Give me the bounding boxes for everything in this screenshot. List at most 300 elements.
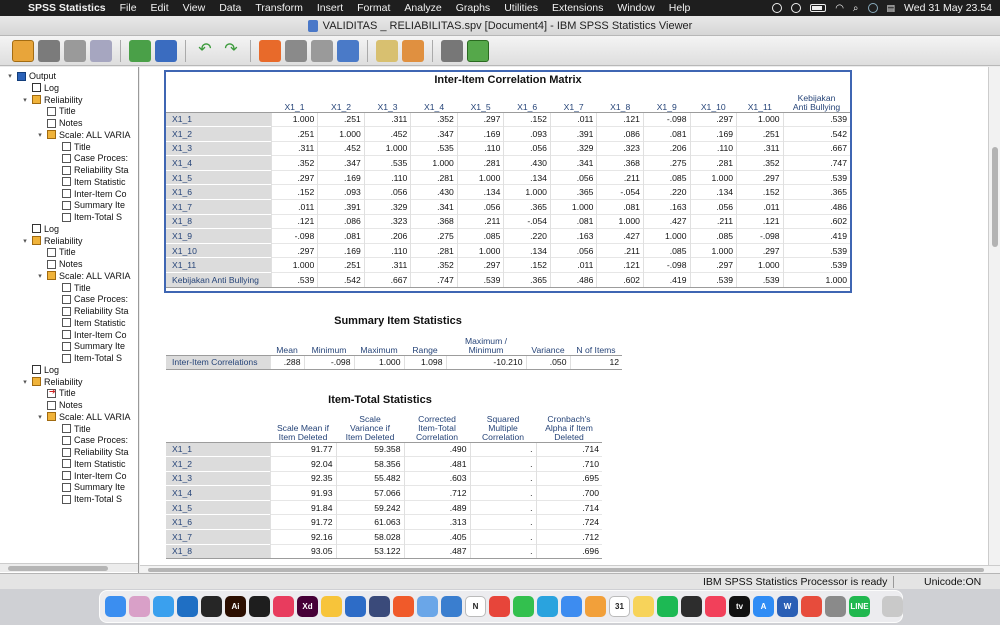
table-cell[interactable]: .211 xyxy=(690,214,737,229)
table-cell[interactable]: .391 xyxy=(318,200,365,215)
disclosure-icon[interactable]: ▾ xyxy=(23,378,27,386)
table-cell[interactable]: .110 xyxy=(690,141,737,156)
table-cell[interactable]: .134 xyxy=(504,243,551,258)
table-cell[interactable]: .747 xyxy=(783,156,850,171)
navigator-item-reliability[interactable] xyxy=(21,376,83,388)
table-cell[interactable]: 1.000 xyxy=(504,185,551,200)
navigator-item-title[interactable] xyxy=(51,282,91,294)
menu-data[interactable]: Data xyxy=(219,2,242,14)
adobe-xd-icon[interactable] xyxy=(297,596,318,617)
table-cell[interactable]: .724 xyxy=(536,515,602,530)
table-cell[interactable]: .011 xyxy=(737,200,784,215)
creative-cloud-icon[interactable] xyxy=(273,596,294,617)
content-horizontal-scrollbar[interactable] xyxy=(140,565,1000,573)
table-cell[interactable]: .281 xyxy=(411,170,458,185)
table-cell[interactable]: 92.16 xyxy=(270,530,336,545)
table-cell[interactable]: .329 xyxy=(364,200,411,215)
finder-icon[interactable] xyxy=(105,596,126,617)
table-cell[interactable]: .093 xyxy=(318,185,365,200)
menu-help[interactable]: Help xyxy=(668,2,691,14)
table-cell[interactable]: .011 xyxy=(550,258,597,273)
figma-icon[interactable] xyxy=(249,596,270,617)
table-cell[interactable]: . xyxy=(470,515,536,530)
table-cell[interactable]: 1.000 xyxy=(271,112,318,127)
table-cell[interactable]: .169 xyxy=(318,170,365,185)
table-cell[interactable]: .714 xyxy=(536,442,602,457)
table-cell[interactable]: .288 xyxy=(270,355,304,370)
spss-icon[interactable] xyxy=(321,596,342,617)
table-cell[interactable]: 1.000 xyxy=(457,170,504,185)
print-icon[interactable] xyxy=(64,40,86,62)
table-cell[interactable]: .419 xyxy=(783,229,850,244)
navigator-item-title[interactable] xyxy=(36,105,76,117)
navigator-item-case-proces-[interactable] xyxy=(51,152,128,164)
table-cell[interactable]: 61.063 xyxy=(336,515,404,530)
disclosure-icon[interactable]: ▾ xyxy=(38,131,42,139)
table-cell[interactable]: .712 xyxy=(404,486,470,501)
table-cell[interactable]: .121 xyxy=(597,112,644,127)
navigator-item-reliability-sta[interactable] xyxy=(51,305,129,317)
table-cell[interactable]: .712 xyxy=(536,530,602,545)
scroll-thumb[interactable] xyxy=(8,566,108,571)
table-cell[interactable]: .329 xyxy=(550,141,597,156)
wifi-icon[interactable]: ◠ xyxy=(835,2,844,14)
notion-icon[interactable] xyxy=(465,596,486,617)
app-store-icon[interactable] xyxy=(753,596,774,617)
table-cell[interactable]: .169 xyxy=(318,243,365,258)
menu-utilities[interactable]: Utilities xyxy=(504,2,539,14)
navigator-item-notes[interactable] xyxy=(36,117,83,129)
table-cell[interactable]: 1.000 xyxy=(690,170,737,185)
table-cell[interactable]: .341 xyxy=(411,200,458,215)
menu-insert[interactable]: Insert xyxy=(316,2,344,14)
table-cell[interactable]: .365 xyxy=(550,185,597,200)
table-cell[interactable]: .311 xyxy=(271,141,318,156)
menu-format[interactable]: Format xyxy=(357,2,391,14)
table-cell[interactable]: 91.77 xyxy=(270,442,336,457)
table-cell[interactable]: .251 xyxy=(271,127,318,142)
table-cell[interactable]: .427 xyxy=(643,214,690,229)
variables-icon[interactable] xyxy=(337,40,359,62)
vpn-globe-icon[interactable] xyxy=(441,596,462,617)
navigator-item-reliability-sta[interactable] xyxy=(51,446,129,458)
table-cell[interactable]: 1.000 xyxy=(737,112,784,127)
navigator-item-reliability[interactable] xyxy=(21,94,83,106)
edit-icon[interactable] xyxy=(376,40,398,62)
disclosure-icon[interactable]: ▾ xyxy=(23,237,27,245)
table-cell[interactable]: .313 xyxy=(404,515,470,530)
table-cell[interactable]: .603 xyxy=(404,471,470,486)
battery-icon[interactable] xyxy=(810,4,826,12)
table-cell[interactable]: .211 xyxy=(457,214,504,229)
apple-tv-icon[interactable] xyxy=(729,596,750,617)
table-cell[interactable]: .134 xyxy=(457,185,504,200)
navigator-item-item-total-s[interactable] xyxy=(51,211,122,223)
stocks-icon[interactable] xyxy=(681,596,702,617)
table-cell[interactable]: 91.72 xyxy=(270,515,336,530)
table-cell[interactable]: .487 xyxy=(404,544,470,559)
disclosure-icon[interactable]: ▾ xyxy=(23,96,27,104)
designate-window-icon[interactable] xyxy=(402,40,424,62)
goto-case-icon[interactable] xyxy=(285,40,307,62)
table-cell[interactable]: .275 xyxy=(411,229,458,244)
table-cell[interactable]: .121 xyxy=(737,214,784,229)
table-cell[interactable]: .152 xyxy=(504,112,551,127)
table-cell[interactable]: . xyxy=(470,471,536,486)
navigator-item-log[interactable] xyxy=(21,364,59,376)
table-cell[interactable]: . xyxy=(470,544,536,559)
table-cell[interactable]: . xyxy=(470,530,536,545)
table-cell[interactable]: .352 xyxy=(737,156,784,171)
print-preview-icon[interactable] xyxy=(90,40,112,62)
table-cell[interactable]: .011 xyxy=(550,112,597,127)
table-cell[interactable]: .365 xyxy=(504,200,551,215)
menu-graphs[interactable]: Graphs xyxy=(455,2,491,14)
table-cell[interactable]: .093 xyxy=(504,127,551,142)
table-cell[interactable]: .602 xyxy=(597,273,644,288)
table-cell[interactable]: .602 xyxy=(783,214,850,229)
trash-icon[interactable] xyxy=(882,596,903,617)
table-cell[interactable]: .452 xyxy=(364,127,411,142)
table-cell[interactable]: .163 xyxy=(643,200,690,215)
table-cell[interactable]: .365 xyxy=(783,185,850,200)
table-cell[interactable]: 58.028 xyxy=(336,530,404,545)
table-cell[interactable]: .542 xyxy=(318,273,365,288)
calendar-icon[interactable] xyxy=(609,596,630,617)
table-cell[interactable]: .085 xyxy=(643,170,690,185)
table-cell[interactable]: .220 xyxy=(504,229,551,244)
menu-analyze[interactable]: Analyze xyxy=(404,2,442,14)
table-cell[interactable]: .206 xyxy=(643,141,690,156)
menu-file[interactable]: File xyxy=(119,2,137,14)
table-cell[interactable]: .152 xyxy=(737,185,784,200)
table-cell[interactable]: .311 xyxy=(737,141,784,156)
menu-extensions[interactable]: Extensions xyxy=(552,2,604,14)
table-cell[interactable]: .056 xyxy=(504,141,551,156)
table-cell[interactable]: .419 xyxy=(643,273,690,288)
navigator-item-inter-item-co[interactable] xyxy=(51,470,127,482)
table-cell[interactable]: .121 xyxy=(271,214,318,229)
table-cell[interactable]: .152 xyxy=(504,258,551,273)
table-cell[interactable]: .206 xyxy=(364,229,411,244)
table-cell[interactable]: 53.122 xyxy=(336,544,404,559)
save-icon[interactable] xyxy=(38,40,60,62)
table-cell[interactable]: . xyxy=(470,500,536,515)
table-cell[interactable]: 1.000 xyxy=(690,243,737,258)
table-cell[interactable]: .220 xyxy=(643,185,690,200)
table-cell[interactable]: .323 xyxy=(597,141,644,156)
table-cell[interactable]: .081 xyxy=(643,127,690,142)
menu-edit[interactable]: Edit xyxy=(150,2,169,14)
table-cell[interactable]: 57.066 xyxy=(336,486,404,501)
vpn-icon[interactable] xyxy=(369,596,390,617)
table-cell[interactable]: 1.000 xyxy=(318,127,365,142)
table-cell[interactable]: .251 xyxy=(318,112,365,127)
table-cell[interactable]: .667 xyxy=(364,273,411,288)
app-menu[interactable]: SPSS Statistics xyxy=(28,2,106,14)
table-cell[interactable]: .486 xyxy=(550,273,597,288)
insert-icon[interactable] xyxy=(467,40,489,62)
navigator-item-title[interactable] xyxy=(36,246,76,258)
table-cell[interactable]: .211 xyxy=(597,170,644,185)
table-cell[interactable]: .365 xyxy=(504,273,551,288)
table-cell[interactable]: .535 xyxy=(364,156,411,171)
safari-icon[interactable] xyxy=(153,596,174,617)
table-cell[interactable]: .275 xyxy=(643,156,690,171)
table-cell[interactable]: .297 xyxy=(690,112,737,127)
navigator-item-notes[interactable] xyxy=(36,258,83,270)
menu-view[interactable]: View xyxy=(182,2,206,14)
mail-pigeon-icon[interactable] xyxy=(417,596,438,617)
table-cell[interactable]: .081 xyxy=(597,200,644,215)
table-cell[interactable]: -.098 xyxy=(304,355,354,370)
control-center-icon[interactable]: ▤ xyxy=(886,2,896,13)
navigator-item-title[interactable] xyxy=(51,141,91,153)
table-cell[interactable]: .747 xyxy=(411,273,458,288)
table-cell[interactable]: .081 xyxy=(550,214,597,229)
table-cell[interactable]: .110 xyxy=(457,141,504,156)
table-cell[interactable]: 92.35 xyxy=(270,471,336,486)
table-cell[interactable]: 1.000 xyxy=(783,273,850,288)
disclosure-icon[interactable]: ▾ xyxy=(38,272,42,280)
table-cell[interactable]: .251 xyxy=(318,258,365,273)
navigator-item-scale-all-varia[interactable] xyxy=(36,270,131,282)
table-cell[interactable]: .323 xyxy=(364,214,411,229)
table-cell[interactable]: .696 xyxy=(536,544,602,559)
table-cell[interactable]: 55.482 xyxy=(336,471,404,486)
table-cell[interactable]: 1.000 xyxy=(354,355,404,370)
table-cell[interactable]: .281 xyxy=(457,156,504,171)
table-cell[interactable]: -.098 xyxy=(271,229,318,244)
table-cell[interactable]: .056 xyxy=(690,200,737,215)
table-cell[interactable]: .539 xyxy=(271,273,318,288)
table-cell[interactable]: 1.000 xyxy=(271,258,318,273)
table-cell[interactable]: .085 xyxy=(457,229,504,244)
table-cell[interactable]: .535 xyxy=(411,141,458,156)
navigator-item-case-proces-[interactable] xyxy=(51,293,128,305)
table-cell[interactable]: .134 xyxy=(504,170,551,185)
navigator-item-inter-item-co[interactable] xyxy=(51,188,127,200)
table-cell[interactable]: .486 xyxy=(783,200,850,215)
table-cell[interactable]: .352 xyxy=(411,112,458,127)
navigator-item-scale-all-varia[interactable] xyxy=(36,129,131,141)
table-cell[interactable]: .430 xyxy=(411,185,458,200)
table-cell[interactable]: .391 xyxy=(550,127,597,142)
disclosure-icon[interactable]: ▾ xyxy=(8,73,12,80)
table-cell[interactable]: 58.356 xyxy=(336,457,404,472)
table-cell[interactable]: 1.000 xyxy=(457,243,504,258)
correlation-matrix-table[interactable] xyxy=(166,87,850,288)
table-cell[interactable]: .086 xyxy=(597,127,644,142)
table-cell[interactable]: .311 xyxy=(364,258,411,273)
table-cell[interactable]: .667 xyxy=(783,141,850,156)
navigator-item-log[interactable] xyxy=(21,82,59,94)
table-cell[interactable]: .539 xyxy=(783,243,850,258)
disclosure-icon[interactable]: ▾ xyxy=(38,413,42,421)
table-cell[interactable]: .700 xyxy=(536,486,602,501)
table-cell[interactable]: 92.04 xyxy=(270,457,336,472)
table-cell[interactable]: .539 xyxy=(690,273,737,288)
table-cell[interactable]: 1.000 xyxy=(737,258,784,273)
table-cell[interactable]: .251 xyxy=(737,127,784,142)
navigator-item-inter-item-co[interactable] xyxy=(51,329,127,341)
item-total-table[interactable] xyxy=(166,409,602,559)
launchpad-icon[interactable] xyxy=(129,596,150,617)
table-cell[interactable]: .481 xyxy=(404,457,470,472)
table-cell[interactable]: .539 xyxy=(783,112,850,127)
table-cell[interactable]: 91.84 xyxy=(270,500,336,515)
table-cell[interactable]: .368 xyxy=(411,214,458,229)
navigator-item-item-total-s[interactable] xyxy=(51,493,122,505)
table-cell[interactable]: -10.210 xyxy=(446,355,526,370)
table-cell[interactable]: .341 xyxy=(550,156,597,171)
content-vertical-scrollbar[interactable] xyxy=(988,67,1000,565)
table-cell[interactable]: .085 xyxy=(690,229,737,244)
table-cell[interactable]: 1.098 xyxy=(404,355,446,370)
notification-icon[interactable] xyxy=(772,3,782,13)
microsoft-office-icon[interactable] xyxy=(801,596,822,617)
table-cell[interactable]: .710 xyxy=(536,457,602,472)
table-cell[interactable]: . xyxy=(470,442,536,457)
navigator-item-case-proces-[interactable] xyxy=(51,434,128,446)
table-cell[interactable]: .368 xyxy=(597,156,644,171)
mail-icon[interactable] xyxy=(561,596,582,617)
table-cell[interactable]: 1.000 xyxy=(597,214,644,229)
table-cell[interactable]: .134 xyxy=(690,185,737,200)
system-settings-icon[interactable] xyxy=(825,596,846,617)
table-cell[interactable]: .714 xyxy=(536,500,602,515)
table-cell[interactable]: .297 xyxy=(737,170,784,185)
table-cell[interactable]: . xyxy=(470,457,536,472)
notes-icon[interactable] xyxy=(633,596,654,617)
table-cell[interactable]: -.098 xyxy=(643,112,690,127)
table-cell[interactable]: 59.242 xyxy=(336,500,404,515)
table-cell[interactable]: .405 xyxy=(404,530,470,545)
table-cell[interactable]: 12 xyxy=(570,355,622,370)
navigator-item-summary-ite[interactable] xyxy=(51,481,125,493)
table-cell[interactable]: .297 xyxy=(271,243,318,258)
table-cell[interactable]: .542 xyxy=(783,127,850,142)
table-cell[interactable]: .539 xyxy=(737,273,784,288)
table-cell[interactable]: .311 xyxy=(364,112,411,127)
table-cell[interactable]: .297 xyxy=(737,243,784,258)
navigator-item-title[interactable] xyxy=(51,423,91,435)
navigator-item-item-statistic[interactable] xyxy=(51,176,126,188)
table-cell[interactable]: .056 xyxy=(457,200,504,215)
table-cell[interactable]: .056 xyxy=(364,185,411,200)
navigator-item-scale-all-varia[interactable] xyxy=(36,411,131,423)
table-cell[interactable]: .490 xyxy=(404,442,470,457)
control-icon[interactable] xyxy=(791,3,801,13)
illustrator-icon[interactable] xyxy=(225,596,246,617)
table-cell[interactable]: 1.000 xyxy=(550,200,597,215)
goto-variable-icon[interactable] xyxy=(311,40,333,62)
table-cell[interactable]: .085 xyxy=(643,243,690,258)
table-cell[interactable]: .352 xyxy=(271,156,318,171)
recall-dialog-icon[interactable] xyxy=(155,40,177,62)
search-icon[interactable]: ⌕ xyxy=(852,2,859,14)
table-cell[interactable]: .081 xyxy=(318,229,365,244)
table-cell[interactable]: 59.358 xyxy=(336,442,404,457)
siri-icon[interactable] xyxy=(868,3,878,13)
table-cell[interactable]: .163 xyxy=(550,229,597,244)
table-cell[interactable]: .011 xyxy=(271,200,318,215)
navigator-item-summary-ite[interactable] xyxy=(51,199,125,211)
table-cell[interactable]: 91.93 xyxy=(270,486,336,501)
chrome-icon[interactable] xyxy=(489,596,510,617)
table-cell[interactable]: .169 xyxy=(457,127,504,142)
summary-stats-table[interactable] xyxy=(166,329,622,370)
word-icon[interactable] xyxy=(777,596,798,617)
redo-icon[interactable]: ↷ xyxy=(224,40,238,58)
table-cell[interactable]: .347 xyxy=(411,127,458,142)
navigator-item-item-statistic[interactable] xyxy=(51,458,126,470)
table-cell[interactable]: .152 xyxy=(271,185,318,200)
undo-icon[interactable]: ↶ xyxy=(198,40,212,58)
table-cell[interactable]: .056 xyxy=(550,170,597,185)
table-cell[interactable]: .427 xyxy=(597,229,644,244)
table-cell[interactable]: .297 xyxy=(457,112,504,127)
table-cell[interactable]: .452 xyxy=(318,141,365,156)
navigator-item-log[interactable] xyxy=(21,223,59,235)
table-cell[interactable]: .297 xyxy=(457,258,504,273)
table-cell[interactable]: .539 xyxy=(783,258,850,273)
photos-icon[interactable] xyxy=(585,596,606,617)
table-cell[interactable]: .056 xyxy=(550,243,597,258)
facetime-icon[interactable] xyxy=(513,596,534,617)
table-cell[interactable]: .347 xyxy=(318,156,365,171)
table-cell[interactable]: .110 xyxy=(364,243,411,258)
table-cell[interactable]: .297 xyxy=(690,258,737,273)
menu-transform[interactable]: Transform xyxy=(255,2,303,14)
spotify-icon[interactable] xyxy=(657,596,678,617)
navigator-item-reliability-sta[interactable] xyxy=(51,164,129,176)
scroll-thumb[interactable] xyxy=(992,147,998,247)
table-cell[interactable]: .110 xyxy=(364,170,411,185)
table-cell[interactable]: .086 xyxy=(318,214,365,229)
vscode-icon[interactable] xyxy=(177,596,198,617)
line-icon[interactable] xyxy=(849,596,870,617)
navigator-horizontal-scrollbar[interactable] xyxy=(0,563,138,572)
music-icon[interactable] xyxy=(705,596,726,617)
table-cell[interactable]: . xyxy=(470,486,536,501)
table-cell[interactable]: .430 xyxy=(504,156,551,171)
table-cell[interactable]: -.098 xyxy=(643,258,690,273)
table-cell[interactable]: -.098 xyxy=(737,229,784,244)
table-cell[interactable]: .121 xyxy=(597,258,644,273)
table-cell[interactable]: 1.000 xyxy=(643,229,690,244)
table-cell[interactable]: .281 xyxy=(690,156,737,171)
table-cell[interactable]: -.054 xyxy=(597,185,644,200)
export-icon[interactable] xyxy=(129,40,151,62)
table-cell[interactable]: .695 xyxy=(536,471,602,486)
table-cell[interactable]: 93.05 xyxy=(270,544,336,559)
table-cell[interactable]: .539 xyxy=(457,273,504,288)
telegram-icon[interactable] xyxy=(537,596,558,617)
clock[interactable]: Wed 31 May 23.54 xyxy=(904,2,992,14)
navigator-item-summary-ite[interactable] xyxy=(51,340,125,352)
swift-playgrounds-icon[interactable] xyxy=(393,596,414,617)
table-cell[interactable]: .539 xyxy=(783,170,850,185)
table-cell[interactable]: 1.000 xyxy=(364,141,411,156)
table-cell[interactable]: .050 xyxy=(526,355,570,370)
menu-window[interactable]: Window xyxy=(617,2,655,14)
table-cell[interactable]: 1.000 xyxy=(411,156,458,171)
terminal-icon[interactable] xyxy=(201,596,222,617)
xcode-icon[interactable] xyxy=(345,596,366,617)
navigator-item-notes[interactable] xyxy=(36,399,83,411)
table-cell[interactable]: .297 xyxy=(271,170,318,185)
